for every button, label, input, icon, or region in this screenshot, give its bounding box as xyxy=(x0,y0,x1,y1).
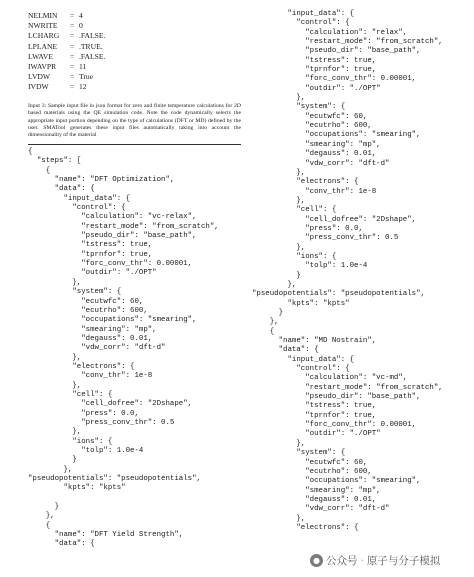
code-line: "smearing": "mp", xyxy=(28,325,157,334)
code-line: "vdw_corr": "dft-d" xyxy=(252,159,390,168)
incar-parameter-list xyxy=(28,11,105,93)
code-line: "ecutrho": 600, xyxy=(28,306,148,315)
code-line: "tprnfor": true, xyxy=(252,66,377,75)
param-equals: = xyxy=(70,82,75,92)
code-line: "forc_conv_thr": 0.00001, xyxy=(28,260,193,269)
watermark-name: 原子与分子模拟 xyxy=(366,555,441,567)
code-line: "conv_thr": 1e-8 xyxy=(28,372,153,381)
code-line: "pseudo_dir": "base_path", xyxy=(28,232,197,241)
param-value: .FALSE. xyxy=(79,51,106,61)
code-line: "occupations": "smearing", xyxy=(28,316,197,325)
param-name: LPLANE xyxy=(28,41,58,51)
code-line: "restart_mode": "from_scratch", xyxy=(252,383,443,392)
param-equals: = xyxy=(70,41,75,51)
code-line: "name": "DFT Optimization", xyxy=(28,176,175,185)
code-line: "calculation": "vc-relax", xyxy=(28,213,197,222)
json-code-block-left xyxy=(28,148,219,550)
code-line: "degauss": 0.01, xyxy=(28,334,153,343)
code-line: "kpts": "kpts" xyxy=(28,484,126,493)
param-row xyxy=(28,52,105,62)
code-line: "cell": { xyxy=(252,206,337,215)
code-line: "electrons": { xyxy=(252,523,359,532)
code-line: "occupations": "smearing", xyxy=(252,477,421,486)
code-line: "pseudo_dir": "base_path", xyxy=(252,47,421,56)
param-row xyxy=(28,11,105,21)
code-line: "input_data": { xyxy=(252,355,355,364)
code-line: "ecutrho": 600, xyxy=(252,122,372,131)
code-line: "degauss": 0.01, xyxy=(252,495,377,504)
code-line: "tolp": 1.0e-4 xyxy=(28,447,144,455)
param-name: IVDW xyxy=(28,82,49,92)
param-name: IWAVPR xyxy=(28,62,57,72)
code-line: "ecutwfc": 60, xyxy=(252,112,368,121)
code-line: "name": "DFT Yield Strength", xyxy=(28,531,184,540)
param-value: 11 xyxy=(79,62,87,72)
code-line: "electrons": { xyxy=(252,178,359,187)
code-line xyxy=(28,494,219,503)
param-value: .FALSE. xyxy=(79,31,106,41)
param-row xyxy=(28,72,105,82)
code-line: "tstress": true, xyxy=(252,56,377,65)
code-line: { xyxy=(252,327,275,336)
code-line: "outdir": "./OPT" xyxy=(252,430,381,439)
code-line: }, xyxy=(252,196,306,205)
code-line: "cell_dofree": "2Dshape", xyxy=(28,400,193,409)
param-name: LVDW xyxy=(28,72,51,82)
code-line: "ions": { xyxy=(252,252,337,261)
code-line: }, xyxy=(252,318,279,327)
param-equals: = xyxy=(70,31,75,41)
code-line: "smearing": "mp", xyxy=(252,140,381,149)
code-line: }, xyxy=(252,439,306,448)
code-line: "ecutwfc": 60, xyxy=(252,458,368,467)
param-name: NELMIN xyxy=(28,11,58,20)
param-value: 4 xyxy=(79,11,83,20)
code-line: "data": { xyxy=(252,346,319,355)
param-name: LWAVE xyxy=(28,51,54,61)
code-line: { xyxy=(28,521,51,530)
param-row xyxy=(28,21,105,31)
code-line: "restart_mode": "from_scratch", xyxy=(252,38,443,47)
code-line: "system": { xyxy=(28,288,122,297)
json-code-block-right xyxy=(252,10,443,533)
code-line: { xyxy=(28,148,33,156)
code-line: "conv_thr": 1e-8 xyxy=(252,187,377,196)
code-line: "control": { xyxy=(252,365,350,374)
code-line: }, xyxy=(28,428,82,437)
code-line: "system": { xyxy=(252,449,346,458)
code-line: "tprnfor": true, xyxy=(28,250,153,259)
code-line: "occupations": "smearing", xyxy=(252,131,421,140)
code-line: "press_conv_thr": 0.5 xyxy=(28,418,175,427)
watermark-channel: 公众号 xyxy=(326,555,358,567)
param-equals: = xyxy=(70,11,75,20)
param-row xyxy=(28,62,105,72)
code-line: "system": { xyxy=(252,103,346,112)
code-line: "restart_mode": "from_scratch", xyxy=(28,222,219,231)
wechat-icon: ● xyxy=(310,554,323,567)
code-line: "tstress": true, xyxy=(28,241,153,250)
code-line: "pseudo_dir": "base_path", xyxy=(252,393,421,402)
code-line: "tprnfor": true, xyxy=(252,411,377,420)
code-line: }, xyxy=(28,381,82,390)
code-line: "ecutwfc": 60, xyxy=(28,297,144,306)
code-line: }, xyxy=(252,168,306,177)
code-line: }, xyxy=(28,512,55,521)
code-line: "press": 0.0, xyxy=(28,409,139,418)
code-line: "input_data": { xyxy=(28,194,131,203)
code-line: } xyxy=(252,309,284,317)
caption-divider xyxy=(28,144,241,145)
code-line: }, xyxy=(252,280,297,289)
param-equals: = xyxy=(70,51,75,61)
code-line: "calculation": "relax", xyxy=(252,28,408,37)
code-line: } xyxy=(28,456,77,465)
code-line: "outdir": "./OPT" xyxy=(252,84,381,93)
code-line: "data": { xyxy=(28,185,95,194)
code-line: "pseudopotentials": "pseudopotentials", xyxy=(28,475,201,484)
code-line: } xyxy=(28,503,60,512)
code-line: } xyxy=(252,271,301,280)
code-line: "forc_conv_thr": 0.00001, xyxy=(252,75,417,84)
code-line: "control": { xyxy=(252,19,350,28)
param-value: 0 xyxy=(79,21,83,31)
code-line: }, xyxy=(252,514,306,523)
code-line: "kpts": "kpts" xyxy=(252,299,350,308)
code-line: "degauss": 0.01, xyxy=(252,150,377,159)
code-line: "forc_conv_thr": 0.00001, xyxy=(252,421,417,430)
param-row xyxy=(28,31,105,41)
code-line: }, xyxy=(28,278,82,287)
param-value: True xyxy=(79,72,94,82)
code-line: "electrons": { xyxy=(28,362,135,371)
param-equals: = xyxy=(70,21,75,31)
param-value: .TRUE. xyxy=(79,41,103,51)
code-line: "calculation": "vc-md", xyxy=(252,374,408,383)
code-line: "name": "MD Nostrain", xyxy=(252,337,377,346)
code-line: }, xyxy=(252,243,306,252)
param-equals: = xyxy=(70,62,75,72)
watermark-separator: · xyxy=(360,554,364,567)
code-line: }, xyxy=(252,94,306,103)
param-name: NWRITE xyxy=(28,21,58,31)
code-line: "cell": { xyxy=(28,390,113,399)
code-line: { xyxy=(28,166,51,175)
code-line: "ecutrho": 600, xyxy=(252,467,372,476)
code-line: "tstress": true, xyxy=(252,402,377,411)
code-line: "smearing": "mp", xyxy=(252,486,381,495)
code-line: "data": { xyxy=(28,540,95,549)
code-line: }, xyxy=(28,353,82,362)
code-line: "control": { xyxy=(28,204,126,213)
input-caption: Input 3: Sample input file in json format for zero and finite temperature calculations for 2D based materials using the QE simulation code. Note the code dynamically selects the appropriate input portion depending on the type of calculations (DFT or MD) defined by the user. SMATool generates these input files automatically taking into account the dimensionality of the material xyxy=(28,103,241,139)
param-value: 12 xyxy=(79,82,87,92)
watermark xyxy=(306,552,444,569)
code-line: "press_conv_thr": 0.5 xyxy=(252,234,399,243)
code-line: "vdw_corr": "dft-d" xyxy=(28,344,166,353)
param-equals: = xyxy=(70,72,75,82)
code-line: "ions": { xyxy=(28,437,113,446)
code-line: "vdw_corr": "dft-d" xyxy=(252,505,390,514)
code-line: "steps": [ xyxy=(28,157,82,166)
code-line: "outdir": "./OPT" xyxy=(28,269,157,278)
code-line: "pseudopotentials": "pseudopotentials", xyxy=(252,290,425,299)
code-line: "tolp": 1.0e-4 xyxy=(252,262,368,271)
param-row xyxy=(28,42,105,52)
code-line: "input_data": { xyxy=(252,10,355,18)
param-name: LCHARG xyxy=(28,31,60,41)
code-line: }, xyxy=(28,465,73,474)
param-row xyxy=(28,82,105,92)
code-line: "cell_dofree": "2Dshape", xyxy=(252,215,417,224)
code-line: "press": 0.0, xyxy=(252,224,363,233)
